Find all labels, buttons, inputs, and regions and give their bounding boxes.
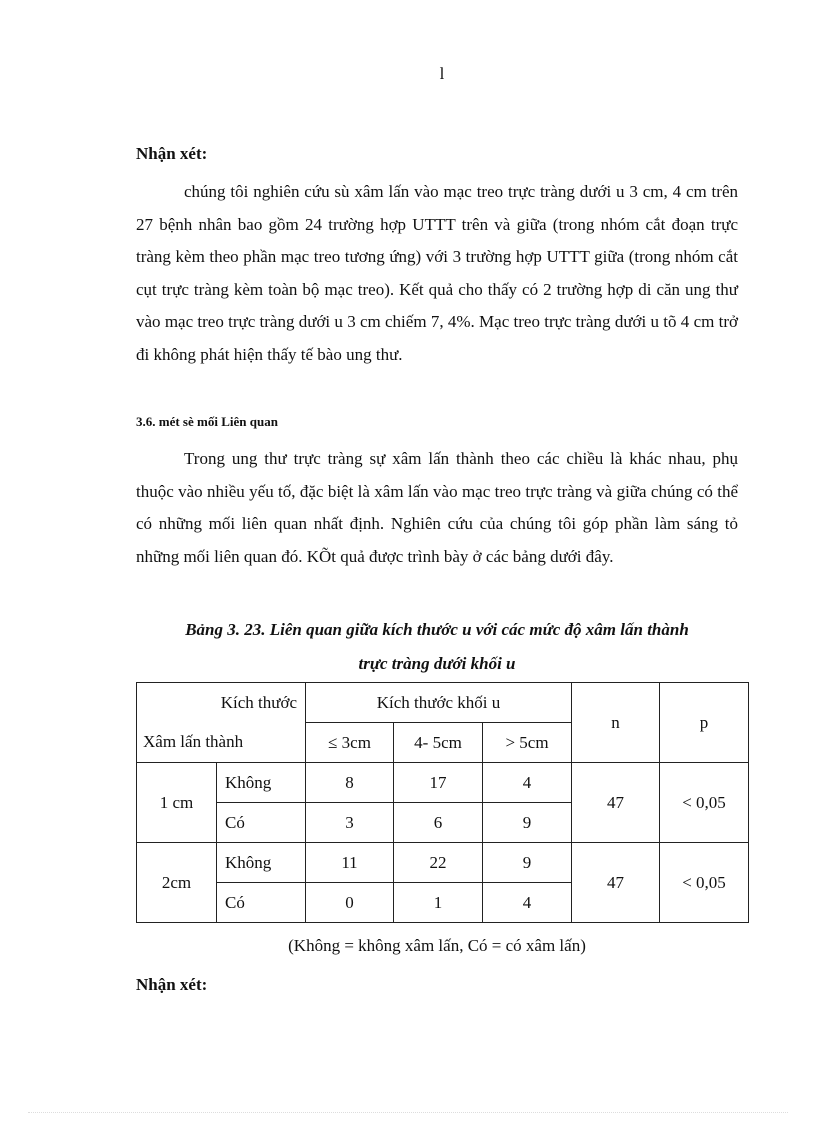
page-number: l [439,64,445,83]
table-note: (Không = không xâm lấn, Có = có xâm lấn) [288,936,586,955]
status-label: Không [217,763,306,803]
table-header-row-1 [137,683,749,723]
size-column-header: 4- 5cm [394,723,483,763]
group-label: 1 cm [137,763,217,843]
corner-top-label: Kích thước [137,683,306,723]
remark-heading-1: Nhận xét: [136,144,208,163]
p-value: < 0,05 [660,763,749,843]
table-row [137,843,749,883]
n-value: 47 [572,843,660,923]
n-value: 47 [572,763,660,843]
table-cell: 3 [306,803,394,843]
table-cell: 8 [306,763,394,803]
table-cell: 22 [394,843,483,883]
table-cell: 9 [483,843,572,883]
corner-bottom-label: Xâm lấn thành [137,723,306,763]
table-cell: 17 [394,763,483,803]
paragraph-1: chúng tôi nghiên cứu sù xâm lấn vào mạc treo trực tràng dưới u 3 cm, 4 cm trên 27 bệnh nhân bao gồm 24 trường hợp UTTT trên và giữa (trong nhóm cắt đoạn trực tràng kèm theo phần mạc treo tương ứng) với 3 trường hợp UTTT giữa (trong nhóm cắt cụt trực tràng kèm toàn bộ mạc treo). Kết quả cho thấy có 2 trường hợp di căn ung thư vào mạc treo trực tràng dưới u 3 cm chiếm 7, 4%. Mạc treo trực tràng dưới u tõ 4 cm trở đi không phát hiện thấy tế bào ung thư. [136,182,738,364]
table-row [137,763,749,803]
p-value: < 0,05 [660,843,749,923]
table-cell: 6 [394,803,483,843]
size-column-header: > 5cm [483,723,572,763]
status-label: Không [217,843,306,883]
table-cell: 11 [306,843,394,883]
table-caption-line2: trực tràng dưới khối u [358,654,516,673]
paragraph-2: Trong ung thư trực tràng sự xâm lấn thành theo các chiều là khác nhau, phụ thuộc vào nhiều yếu tố, đặc biệt là xâm lấn vào mạc treo trực tràng và giữa chúng có thể có những mối liên quan nhất định. Nghiên cứu của chúng tôi góp phần làm sáng tỏ những mối liên quan đó. KÕt quả được trình bày ở các bảng dưới đây. [136,449,738,566]
p-header: p [660,683,749,763]
remark-heading-2: Nhận xét: [136,975,208,994]
status-label: Có [217,883,306,923]
size-column-header: ≤ 3cm [306,723,394,763]
table-cell: 4 [483,883,572,923]
page-bottom-divider [28,1112,788,1113]
group-label: 2cm [137,843,217,923]
table-caption-line1: Bảng 3. 23. Liên quan giữa kích thước u với các mức độ xâm lấn thành [185,620,689,639]
section-title: 3.6. mét sè mối Liên quan [136,414,278,429]
data-table [136,682,749,923]
table-cell: 1 [394,883,483,923]
table-cell: 4 [483,763,572,803]
table-caption [136,613,738,681]
n-header: n [572,683,660,763]
table-cell: 9 [483,803,572,843]
status-label: Có [217,803,306,843]
size-group-header: Kích thước khối u [306,683,572,723]
table-cell: 0 [306,883,394,923]
